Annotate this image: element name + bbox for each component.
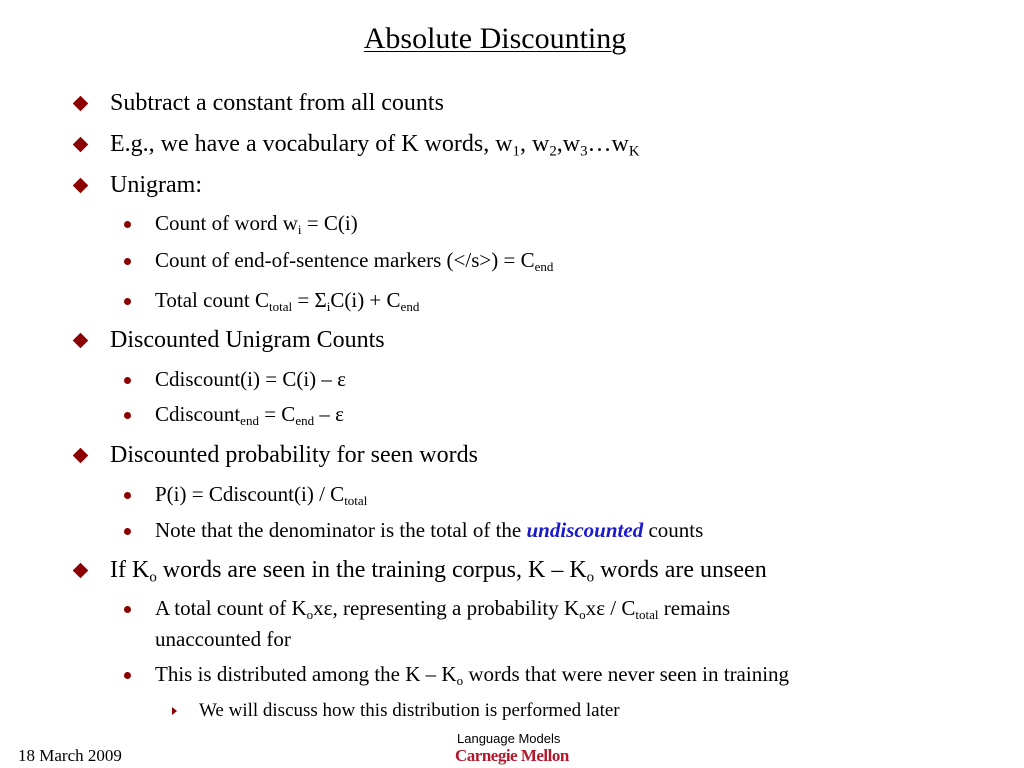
bullet-subtract-constant: Subtract a constant from all counts: [110, 90, 444, 116]
footer-date: 18 March 2009: [18, 746, 122, 765]
dot-bullet-icon: [124, 221, 131, 228]
diamond-bullet-icon: [73, 96, 89, 112]
subbullet-cdiscount-end: Cdiscount$_{end}$ = $C_{end}$ – ε: [155, 402, 344, 428]
bullet-unigram: Unigram:: [110, 172, 202, 198]
slide-title: Absolute Discounting: [363, 22, 627, 55]
undiscounted-emphasis: undiscounted: [526, 518, 644, 542]
diamond-bullet-icon: [73, 333, 89, 349]
diamond-bullet-icon: [73, 563, 89, 579]
subbullet-probability-formula: P(i) = Cdiscount(i) / $C_{total}$: [155, 482, 368, 508]
subbullet-total-unaccounted: A total count of $K_ox\varepsilon$, representing a probability $K_ox\varepsilon / C_{total}$ remains: [155, 596, 731, 622]
dot-bullet-icon: [124, 528, 131, 535]
diamond-bullet-icon: [73, 137, 89, 153]
subbullet-denominator-note: Note that the denominator is the total of the undiscounted counts: [155, 518, 704, 542]
subbullet-count-end: Count of end-of-sentence markers $(</s>) = C_{end}$: [155, 248, 554, 274]
subbullet-count-word: Count of word $w_i = C(i)$: [155, 211, 358, 237]
footer-course-label: Language Models: [457, 731, 561, 746]
dot-bullet-icon: [124, 298, 131, 305]
dot-bullet-icon: [124, 606, 131, 613]
subbullet-total-count: Total count $C_{total} = \Sigma_iC(i) + C_{end}$: [155, 288, 420, 314]
bullet-vocabulary: E.g., we have a vocabulary of K words, $w_1$, $w_2,w_3\dots w_K$: [110, 131, 640, 160]
dot-bullet-icon: [124, 258, 131, 265]
bullet-discounted-probability: Discounted probability for seen words: [110, 442, 478, 468]
bullet-seen-unseen: If $K_o$ words are seen in the training corpus, K – $K_o$ words are unseen: [110, 557, 767, 586]
dot-bullet-icon: [124, 672, 131, 679]
carnegie-mellon-logo: Carnegie Mellon: [455, 746, 569, 765]
dot-bullet-icon: [124, 377, 131, 384]
arrow-bullet-icon: [172, 707, 177, 715]
diamond-bullet-icon: [73, 448, 89, 464]
subsubbullet-discuss-later: We will discuss how this distribution is performed later: [199, 700, 620, 721]
subbullet-cdiscount-i: Cdiscount(i) = C(i) – ε: [155, 367, 346, 391]
subbullet-distributed: This is distributed among the K – $K_o$ words that were never seen in training: [155, 662, 790, 688]
diamond-bullet-icon: [73, 178, 89, 194]
subbullet-total-unaccounted-cont: unaccounted for: [155, 627, 291, 651]
dot-bullet-icon: [124, 412, 131, 419]
dot-bullet-icon: [124, 492, 131, 499]
bullet-discounted-counts: Discounted Unigram Counts: [110, 327, 385, 353]
